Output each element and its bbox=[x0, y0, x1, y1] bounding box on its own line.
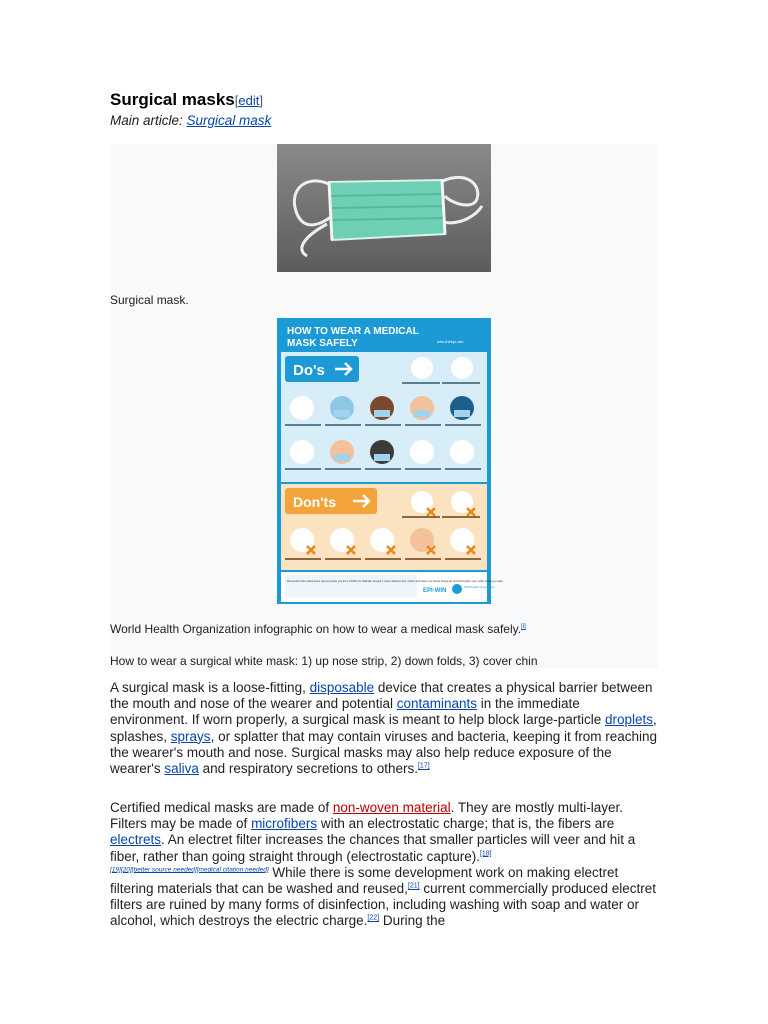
paragraph-2 bbox=[110, 800, 658, 930]
p2-text-7: During the bbox=[379, 913, 446, 929]
who-infographic[interactable] bbox=[277, 318, 504, 604]
paragraph-1 bbox=[110, 680, 658, 777]
p2-text-1: Certified medical masks are made of bbox=[110, 800, 333, 815]
p2-text-5: While there is some development work on making electret filtering materials that can be washed and reused, bbox=[110, 864, 619, 897]
p2-text-6: current commercially produced electret filters are ruined by many forms of disinfection, including washing with soap and water or alcohol, which destroys the electric charge. bbox=[110, 881, 656, 929]
link-droplets[interactable]: droplets bbox=[604, 712, 653, 728]
section-heading bbox=[110, 90, 263, 110]
p1-text-6: and respiratory secretions to others. bbox=[198, 761, 418, 777]
p1-text-4: , splashes, bbox=[110, 712, 657, 744]
hatnote bbox=[110, 113, 271, 128]
surgical-mask-photo[interactable] bbox=[277, 144, 491, 272]
infographic-title-2: MASK SAFELY bbox=[287, 338, 358, 349]
hatnote-prefix: Main article: bbox=[110, 113, 187, 128]
link-disposable[interactable]: disposable bbox=[309, 680, 375, 695]
section-title: Surgical masks bbox=[110, 90, 235, 109]
p2-text-2: . They are mostly multi-layer. Filters may be made of bbox=[110, 800, 623, 832]
dos-label: Do's bbox=[293, 362, 325, 379]
edit-bracket-close: ] bbox=[259, 93, 263, 108]
p1-text-2: device that creates a physical barrier between the mouth and nose of the wearer and potential bbox=[110, 680, 653, 712]
ref-19-20-citation-needed[interactable]: [19][20][better source needed][medical citation needed] bbox=[110, 866, 269, 874]
ref-17[interactable]: [17] bbox=[417, 762, 430, 770]
edit-link[interactable]: edit bbox=[238, 93, 260, 108]
infographic-title-1: HOW TO WEAR A MEDICAL bbox=[287, 326, 419, 337]
figure-caption-1: Surgical mask. bbox=[110, 293, 189, 307]
infographic-footer: Remember that masks alone cannot protect you from COVID-19. Maintain at least 1 metre distance from others and wash your hands frequently and thoroughly, even while wearing a mask. bbox=[287, 580, 504, 583]
infographic-url: who.int/epi-win bbox=[437, 339, 464, 344]
p2-text-3: with an electrostatic charge; that is, the fibers are bbox=[317, 816, 615, 832]
edit-section bbox=[235, 93, 263, 108]
who-logo-text: World Health Organization bbox=[464, 586, 495, 589]
caption-2-text: World Health Organization infographic on how to wear a medical mask safely. bbox=[110, 622, 522, 636]
p1-text-3: in the immediate environment. If worn properly, a surgical mask is meant to help block large-particle bbox=[110, 696, 605, 728]
figure-caption-2 bbox=[110, 622, 526, 636]
link-saliva[interactable]: saliva bbox=[164, 761, 199, 777]
link-microfibers[interactable]: microfibers bbox=[251, 816, 318, 832]
ref-22[interactable]: [22] bbox=[367, 914, 380, 922]
who-logo-icon bbox=[452, 584, 462, 594]
p2-text-4: . An electret filter increases the chances that smaller particles will veer and hit a fiber, rather than going straight through (electrostatic capture). bbox=[110, 832, 636, 864]
p1-text-5: , or splatter that may contain viruses and bacteria, keeping it from reaching the wearer's mouth and nose. Surgical masks may also help reduce exposure of the wearer's bbox=[110, 728, 658, 777]
link-non-woven-material[interactable]: non-woven material bbox=[332, 800, 451, 815]
ref-18[interactable]: [18] bbox=[479, 850, 492, 858]
donts-label: Don'ts bbox=[293, 494, 336, 510]
link-sprays[interactable]: sprays bbox=[170, 728, 211, 744]
caption-2-ref[interactable]: [i] bbox=[521, 624, 526, 630]
p1-text-1: A surgical mask is a loose-fitting, bbox=[110, 680, 310, 695]
link-electrets[interactable]: electrets bbox=[110, 832, 162, 848]
epi-win-logo: EPI-WIN bbox=[423, 588, 447, 594]
main-article-link[interactable]: Surgical mask bbox=[186, 113, 272, 128]
edit-bracket-open: [ bbox=[234, 93, 239, 108]
figure-caption-3: How to wear a surgical white mask: 1) up nose strip, 2) down folds, 3) cover chin bbox=[110, 654, 538, 668]
link-contaminants[interactable]: contaminants bbox=[396, 696, 477, 712]
ref-21[interactable]: [21] bbox=[407, 882, 420, 890]
